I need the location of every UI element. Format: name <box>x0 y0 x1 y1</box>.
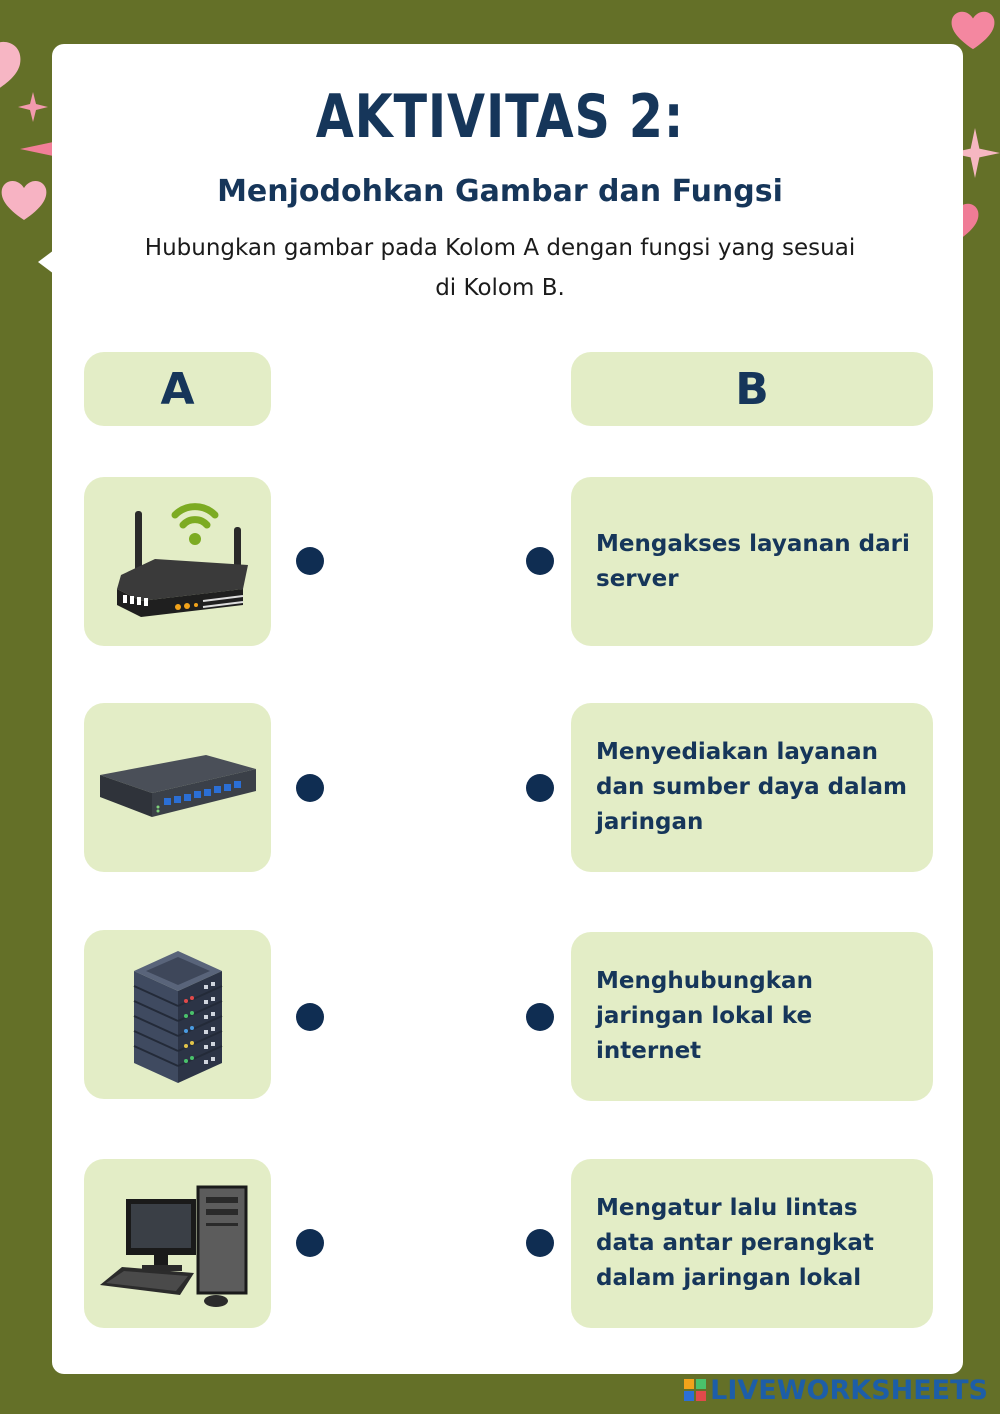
column-b-item-1-text: Mengakses layanan dari server <box>596 530 910 592</box>
column-a-item-1 <box>84 477 271 646</box>
column-b-item-3 <box>571 932 933 1101</box>
column-a-item-1-dot[interactable] <box>296 547 324 575</box>
heart-decoration-icon <box>0 38 30 98</box>
column-a-item-2 <box>84 703 271 872</box>
column-b-item-4-dot[interactable] <box>526 1229 554 1257</box>
column-b-header: B <box>571 352 933 426</box>
column-b-item-2-dot[interactable] <box>526 774 554 802</box>
liveworksheets-logo-icon <box>684 1379 706 1401</box>
column-b-item-4-text: Mengatur lalu lintas data antar perangkat dalam jaringan lokal <box>596 1195 874 1291</box>
column-b-item-1-dot[interactable] <box>526 547 554 575</box>
column-b-item-2 <box>571 703 933 872</box>
instruction-line-1: Hubungkan gambar pada Kolom A dengan fungsi yang sesuai <box>144 235 856 261</box>
column-b-item-3-dot[interactable] <box>526 1003 554 1031</box>
column-a-item-4 <box>84 1159 271 1328</box>
column-b-item-1 <box>571 477 933 646</box>
page-subtitle: Menjodohkan Gambar dan Fungsi <box>217 174 783 209</box>
card-notch <box>38 250 54 274</box>
server-rack-icon <box>128 945 228 1085</box>
column-a-item-3-dot[interactable] <box>296 1003 324 1031</box>
network-switch-icon <box>98 743 258 833</box>
instruction-line-2: di Kolom B. <box>435 275 565 301</box>
column-a-item-4-dot[interactable] <box>296 1229 324 1257</box>
column-b-item-2-text: Menyediakan layanan dan sumber daya dalam jaringan <box>596 739 907 835</box>
column-a-header: A <box>84 352 271 426</box>
column-a-item-3 <box>84 930 271 1099</box>
instruction-text <box>100 228 900 308</box>
column-b-item-3-text: Menghubungkan jaringan lokal ke internet <box>596 968 813 1064</box>
wifi-router-icon <box>103 497 253 627</box>
desktop-computer-icon <box>98 1179 258 1309</box>
page-title: AKTIVITAS 2: <box>315 82 685 152</box>
column-b-item-4 <box>571 1159 933 1328</box>
liveworksheets-watermark <box>684 1374 988 1406</box>
column-a-item-2-dot[interactable] <box>296 774 324 802</box>
watermark-text: LIVEWORKSHEETS <box>710 1374 988 1406</box>
